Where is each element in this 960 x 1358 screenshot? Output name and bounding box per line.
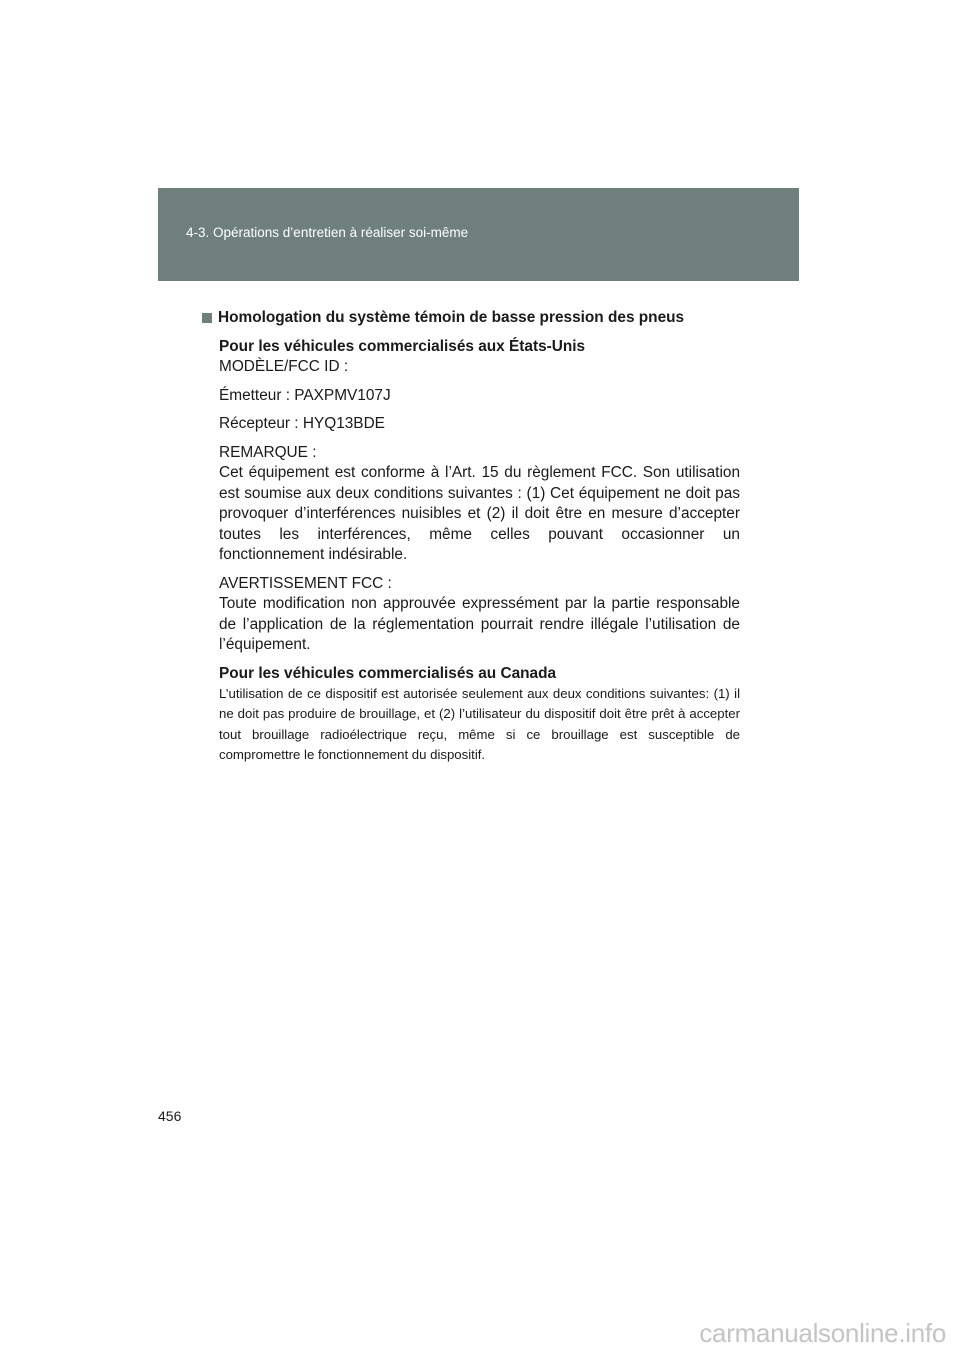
section-heading (202, 308, 740, 329)
square-bullet-icon (202, 313, 212, 323)
fcc-warning-text: Toute modification non approuvée expressément par la partie responsable de l’application de la réglementation pourrait rendre illégale l’utilisation de l’équipement. (219, 595, 740, 653)
section-header-band (158, 188, 799, 281)
page-content (202, 308, 740, 773)
note-text: Cet équipement est conforme à l’Art. 15 du règlement FCC. Son utilisation est soumise aux deux conditions suivantes : (1) Cet équipement ne doit pas provoquer d’interférences nuisibles et (2) il doit être en mesure d’accepter toutes les interférences, même celles pouvant occasionner un fonctionnement indésirable. (219, 464, 740, 563)
watermark-text: carmanualsonline.info (699, 1318, 946, 1348)
canada-subhead: Pour les véhicules commercialisés au Canada (219, 664, 557, 682)
transmitter-id: Émetteur : PAXPMV107J (219, 386, 391, 404)
fcc-warning-label: AVERTISSEMENT FCC : (219, 574, 392, 592)
section-body (202, 337, 740, 766)
canada-text: L’utilisation de ce dispositif est autorisée seulement aux deux conditions suivantes: (1) il ne doit pas produire de brouillage, et (2) l’utilisateur du dispositif doit être prêt à accepter tout brouillage radioélectrique reçu, même si ce brouillage est susceptible de compromettre le fonctionnement du dispositif. (219, 686, 740, 762)
section-title: 4-3. Opérations d’entretien à réaliser soi-même (186, 225, 469, 240)
section-heading-text: Homologation du système témoin de basse pression des pneus (218, 309, 685, 326)
page-number: 456 (158, 1108, 182, 1124)
receiver-id: Récepteur : HYQ13BDE (219, 415, 385, 432)
model-fcc-label: MODÈLE/FCC ID : (219, 358, 349, 375)
note-label: REMARQUE : (219, 443, 317, 461)
usa-subhead: Pour les véhicules commercialisés aux États-Unis (219, 337, 586, 355)
